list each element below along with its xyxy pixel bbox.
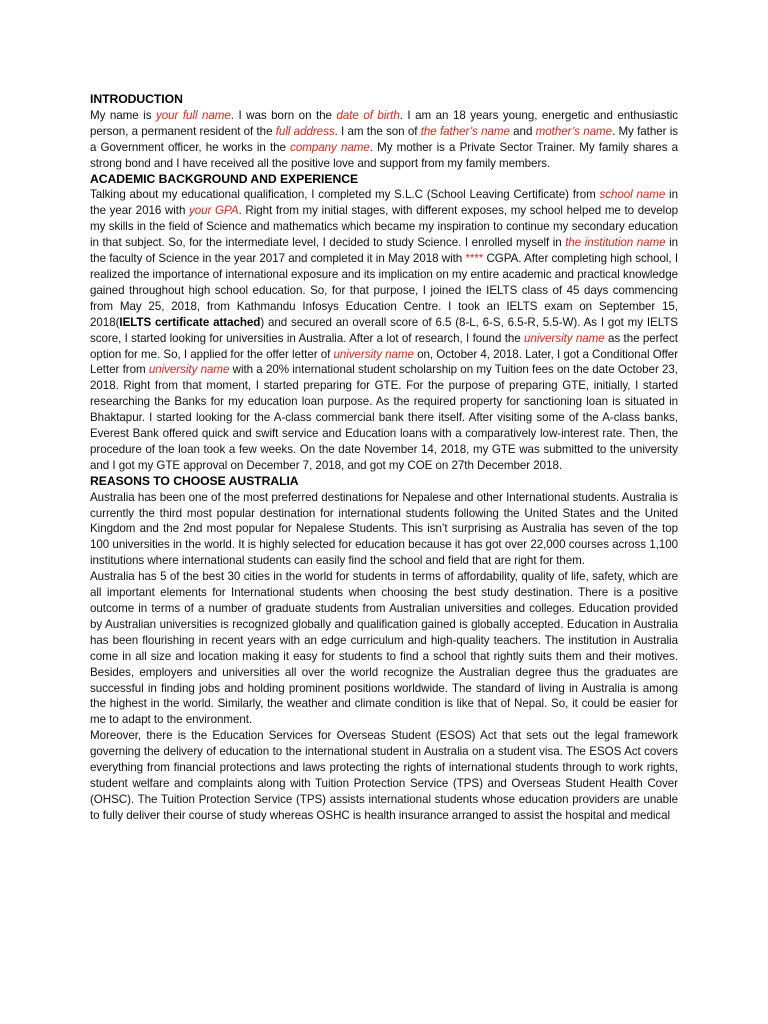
section-heading: REASONS TO CHOOSE AUSTRALIA xyxy=(90,473,299,488)
body-text: . I am the son of xyxy=(334,124,421,138)
placeholder-text: university name xyxy=(333,347,414,361)
placeholder-text: **** xyxy=(465,252,484,266)
paragraph xyxy=(90,569,678,728)
body-text: ) and secured an overall score of 6.5 (8-L, 6-S, 6.5-R, 5.5-W). As I got my IELTS score, I started looking for universities in Australia. After a lot of research, I found the xyxy=(90,315,678,345)
body-text: CGPA. After completing high school, I realized the importance of international exposure and its implication on my entire academic and practical knowledge gained throughout high school education. So, for that purpose, I joined the IELTS class of 45 days commencing from May 25, 2018, from Kathmandu Infosys Education Centre. I took an IELTS exam on September 15, 2018( xyxy=(90,252,678,329)
paragraph xyxy=(90,728,678,823)
body-text: Moreover, there is the Education Services for Overseas Student (ESOS) Act that sets out the legal framework governing the delivery of education to the international student in Australia on a student visa. The ESOS Act covers everything from financial protections and laws protecting the rights of international students through to work rights, student welfare and complaints along with Tuition Protection Service (TPS) and Overseas Student Health Cover (OHSC). The Tuition Protection Service (TPS) assists international students whose education providers are unable to fully deliver their course of study whereas OSHC is health insurance arranged to assist the hospital and medical xyxy=(90,729,678,822)
body-text: . I was born on the xyxy=(230,108,337,122)
bold-text: IELTS certificate attached xyxy=(119,315,261,329)
body-text: My name is xyxy=(90,108,156,122)
body-text: Australia has 5 of the best 30 cities in the world for students in terms of affordability, quality of life, safety, which are all important elements for International students when choosing the best study destination. There is a positive outcome in terms of a number of graduate students from Australian universities and colleges. Education provided by Australian universities is recognized globally and qualification gained is globally accepted. Education in Australia has been flourishing in recent years with an edge curriculum and high-quality teachers. The institution in Australia come in all size and location making it easy for students to find a school that rightly suits them and their motives. Besides, employers and universities all over the world recognize the Australian degree thus the graduates are successful in finding jobs and holding prominent positions worldwide. The standard of living in Australia is among the highest in the world. Similarly, the weather and climate condition is like that of Nepal. So, it could be easier for me to adapt to the environment. xyxy=(90,570,678,727)
body-text: . I am an 18 years young, energetic and enthusiastic person, a permanent resident of the xyxy=(90,108,678,138)
paragraph xyxy=(90,490,678,570)
placeholder-text: your full name xyxy=(155,108,231,122)
section-reasons-australia xyxy=(90,474,678,824)
placeholder-text: university name xyxy=(148,363,230,377)
body-text: . Right from my initial stages, with different exposes, my school helped me to develop my skills in the field of Science and mathematics which became my inspiration to continue my secondary education in that subject. So, for the intermediate level, I decided to study Science. I enrolled myself in xyxy=(90,204,679,250)
placeholder-text: company name xyxy=(290,140,370,154)
placeholder-text: school name xyxy=(599,188,666,202)
document-page xyxy=(90,92,678,824)
paragraph xyxy=(90,108,678,172)
body-text: and xyxy=(509,124,536,138)
body-text: . My mother is a Private Sector Trainer. My family shares a strong bond and I have received all the positive love and support from my family members. xyxy=(90,140,679,170)
section-academic-background xyxy=(90,172,678,474)
body-text: in the faculty of Science in the year 2017 and completed it in May 2018 with xyxy=(90,236,679,266)
section-heading: ACADEMIC BACKGROUND AND EXPERIENCE xyxy=(90,171,359,186)
body-text: in the year 2016 with xyxy=(90,188,678,218)
placeholder-text: mother’s name xyxy=(535,124,612,138)
placeholder-text: university name xyxy=(524,331,605,345)
placeholder-text: date of birth xyxy=(336,108,400,122)
body-text: Talking about my educational qualification, I completed my S.L.C (School Leaving Certificate) from xyxy=(90,188,600,202)
placeholder-text: your GPA xyxy=(189,204,239,218)
section-introduction xyxy=(90,92,678,172)
placeholder-text: the father’s name xyxy=(420,124,510,138)
placeholder-text: full address xyxy=(275,124,335,138)
body-text: as the perfect option for me. So, I applied for the offer letter of xyxy=(90,331,678,361)
placeholder-text: the institution name xyxy=(565,236,666,250)
body-text: . My father is a Government officer, he works in the xyxy=(90,124,678,154)
body-text: on, October 4, 2018. Later, I got a Conditional Offer Letter from xyxy=(90,347,678,377)
section-heading: INTRODUCTION xyxy=(90,92,183,106)
paragraph xyxy=(90,187,678,473)
body-text: Australia has been one of the most preferred destinations for Nepalese and other International students. Australia is currently the third most popular destination for international students following the United States and the United Kingdom and the 2nd most popular for Nepalese Students. This isn’t surprising as Australia has seven of the top 100 universities in the world. It is highly selected for education because it has got over 22,000 courses across 1,100 institutions where international students can easily find the school and field that are right for them. xyxy=(90,490,678,568)
body-text: with a 20% international student scholarship on my Tuition fees on the date October 23, 2018. Right from that moment, I started preparing for GTE. For the purpose of preparing GTE, initially, I started researching the Banks for my education loan purpose. As the required property for sanctioning loan is situated in Bhaktapur. I started looking for the A-class commercial bank there itself. After visiting some of the A-class banks, Everest Bank offered quick and swift service and Education loans with a comparatively low-interest rate. Then, the procedure of the loan took a few weeks. On the date November 14, 2018, my GTE was submitted to the university and I got my GTE approval on December 7, 2018, and got my COE on 27th December 2018. xyxy=(90,363,678,472)
